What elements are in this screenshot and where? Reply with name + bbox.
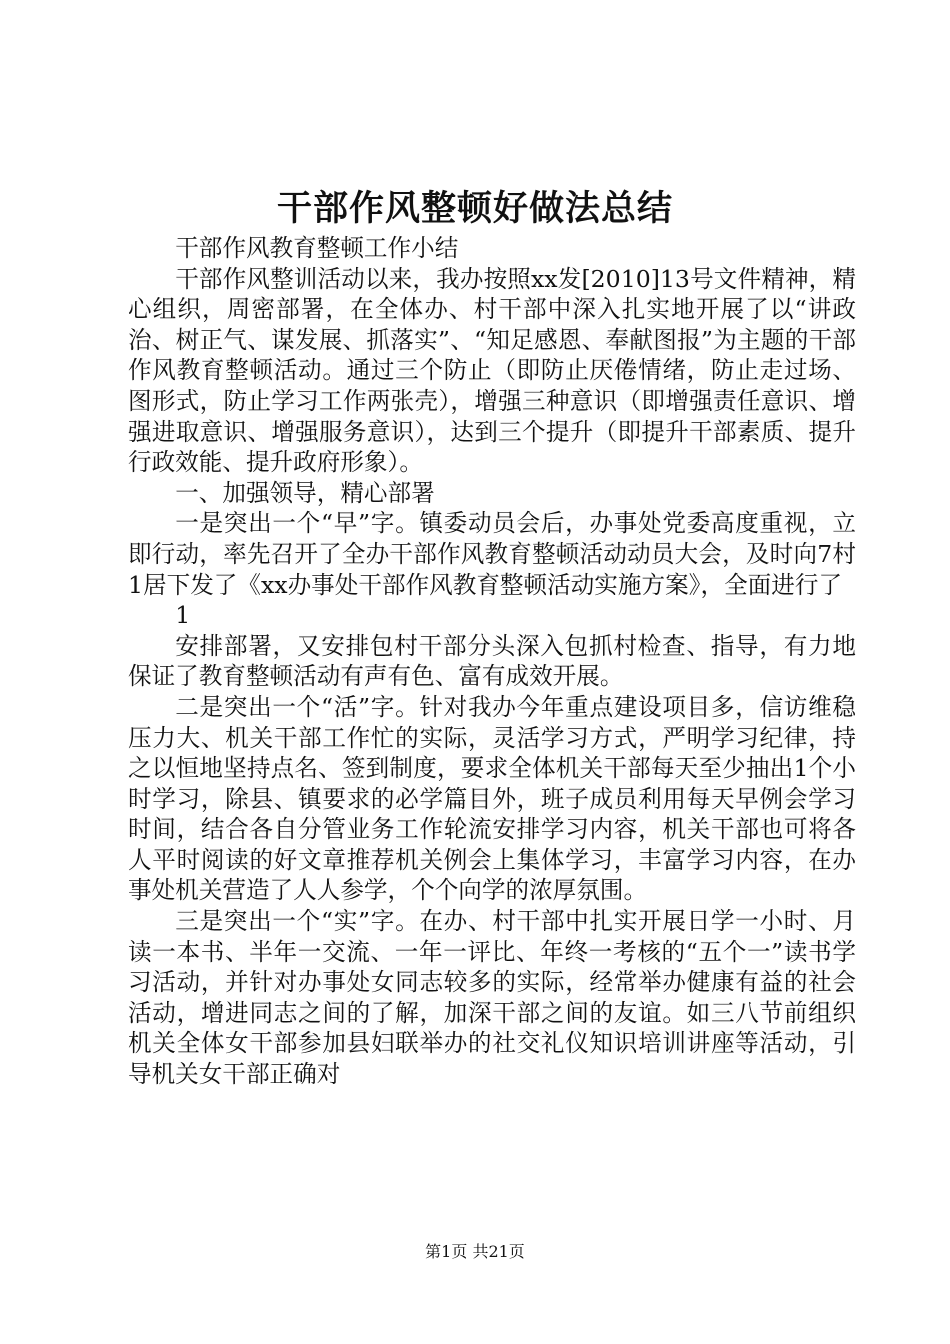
paragraph-subtitle: 干部作风教育整顿工作小结 xyxy=(175,234,459,262)
inline-page-number: 1 xyxy=(175,601,191,630)
paragraph-intro: 干部作风整训活动以来，我办按照xx发[2010]13号文件精神，精心组织，周密部署，在全体办、村干部中深入扎实地开展了以“讲政治、树正气、谋发展、抓落实”、“知足感恩、奉献图报”为主题的干部作风教育整顿活动。通过三个防止（即防止厌倦情绪，防止走过场、图形式，防止学习工作两张壳），增强三种意识（即增强责任意识、增强进取意识、增强服务意识），达到三个提升（即提升干部素质、提升行政效能、提升政府形象）。 xyxy=(128,264,856,477)
paragraph-point-three: 三是突出一个“实”字。在办、村干部中扎实开展日学一小时、月读一本书、半年一交流、一年一评比、年终一考核的“五个一”读书学习活动，并针对办事处女同志较多的实际，经常举办健康有益的社会活动，增进同志之间的了解，加深干部之间的友谊。如三八节前组织机关全体女干部参加县妇联举办的社交礼仪知识培训讲座等活动，引导机关女干部正确对 xyxy=(128,907,856,1089)
paragraph-point-two: 二是突出一个“活”字。针对我办今年重点建设项目多，信访维稳压力大、机关干部工作忙的实际，灵活学习方式，严明学习纪律，持之以恒地坚持点名、签到制度，要求全体机关干部每天至少抽出1个小时学习，除县、镇要求的必学篇目外，班子成员利用每天早例会学习时间，结合各自分管业务工作轮流安排学习内容，机关干部也可将各人平时阅读的好文章推荐机关例会上集体学习，丰富学习内容，在办事处机关营造了人人参学，个个向学的浓厚氛围。 xyxy=(128,692,856,905)
document-body xyxy=(128,233,856,1090)
paragraph-point-one: 一是突出一个“早”字。镇委动员会后，办事处党委高度重视，立即行动，率先召开了全办干部作风教育整顿活动动员大会，及时向7村1居下发了《xx办事处干部作风教育整顿活动实施方案》，全面进行了 xyxy=(128,509,856,599)
section-heading: 一、加强领导，精心部署 xyxy=(175,478,435,507)
document-title: 干部作风整顿好做法总结 xyxy=(276,188,673,229)
paragraph-point-one-continued: 安排部署，又安排包村干部分头深入包抓村检查、指导，有力地保证了教育整顿活动有声有色、富有成效开展。 xyxy=(128,631,856,691)
page-footer: 第1页 共21页 xyxy=(425,1242,525,1261)
